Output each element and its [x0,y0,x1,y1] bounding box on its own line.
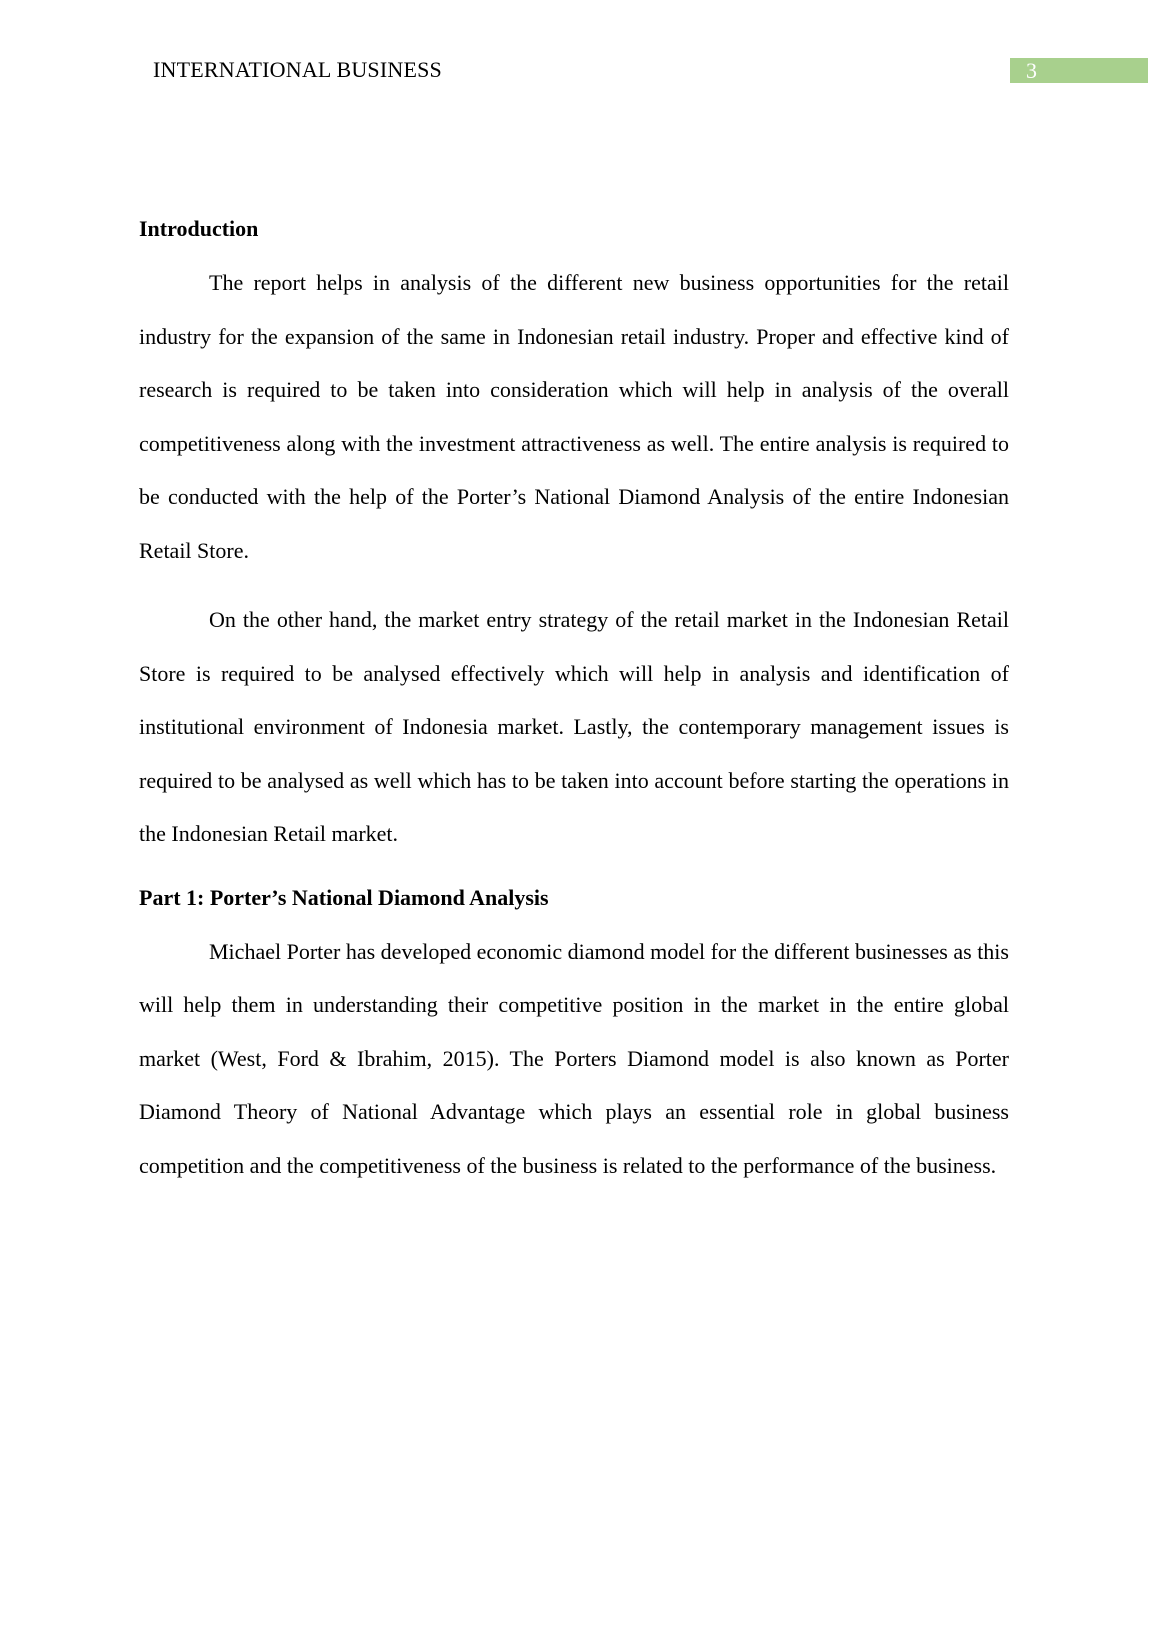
section-heading-part-1: Part 1: Porter’s National Diamond Analysis [139,884,549,910]
paragraph: On the other hand, the market entry strategy of the retail market in the Indonesian Retail Store is required to be analysed effectively which will help in analysis and identification of institutional environment of Indonesia market. Lastly, the contemporary management issues is required to be analysed as well which has to be taken into account before starting the operations in the Indonesian Retail market. [139,607,1009,846]
paragraph: The report helps in analysis of the different new business opportunities for the retail industry for the expansion of the same in Indonesian retail industry. Proper and effective kind of research is required to be taken into consideration which will help in analysis of the overall competitiveness along with the investment attractiveness as well. The entire analysis is required to be conducted with the help of the Porter’s National Diamond Analysis of the entire Indonesian Retail Store. [139,270,1009,563]
running-head: INTERNATIONAL BUSINESS [153,57,442,82]
page-number: 3 [1010,58,1148,83]
section-heading-introduction: Introduction [139,216,259,241]
paragraph: Michael Porter has developed economic diamond model for the different businesses as this will help them in understanding their competitive position in the market in the entire global market (West, Ford & Ibrahim, 2015). The Porters Diamond model is also known as Porter Diamond Theory of National Advantage which plays an essential role in global business competition and the competitiveness of the business is related to the performance of the business. [139,938,1009,1178]
document-body [139,212,1009,1208]
